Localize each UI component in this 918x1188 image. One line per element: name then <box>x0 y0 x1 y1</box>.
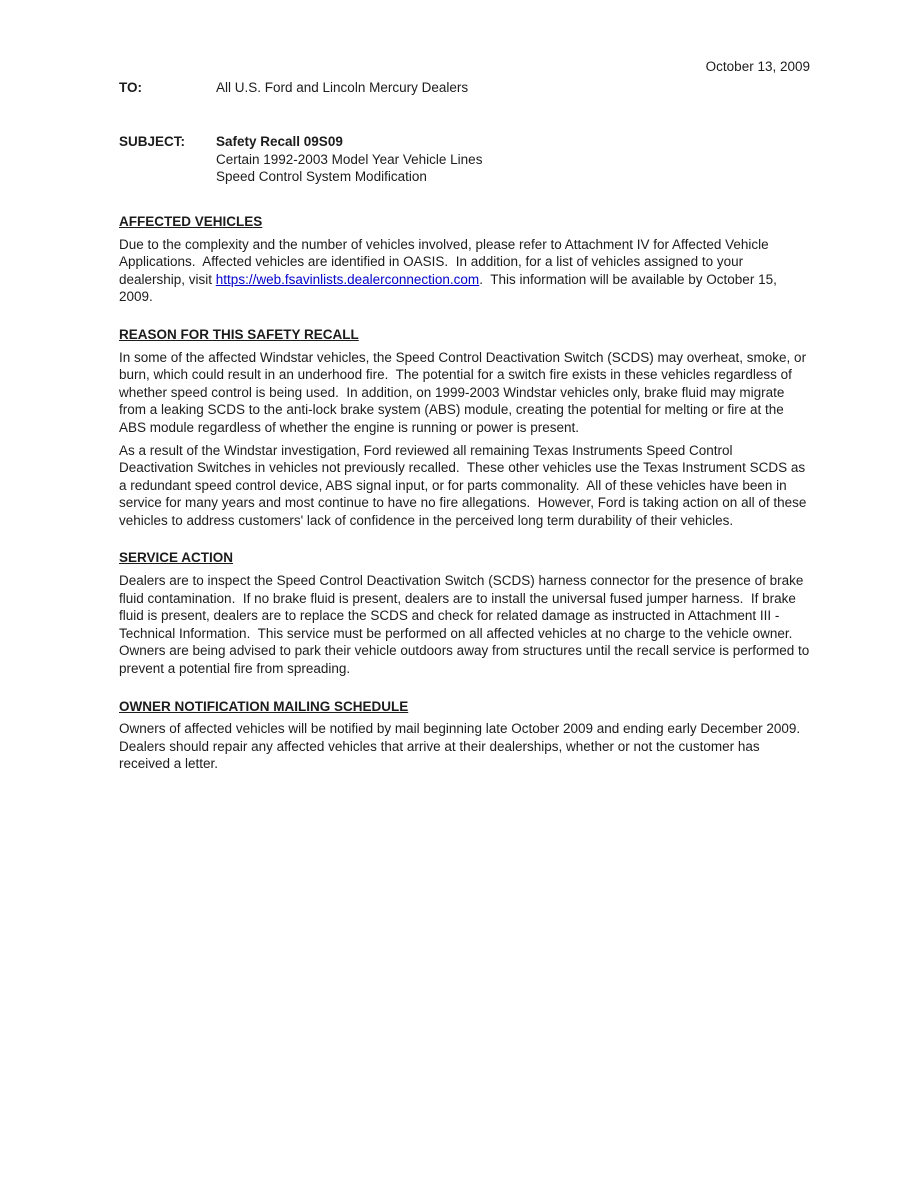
to-value: All U.S. Ford and Lincoln Mercury Dealers <box>216 79 469 95</box>
subject-line-recall-number: Safety Recall 09S09 <box>216 134 343 150</box>
subject-line-modification: Speed Control System Modification <box>216 169 427 185</box>
heading-affected-vehicles: AFFECTED VEHICLES <box>119 213 263 229</box>
reason-paragraph-2: As a result of the Windstar investigation, Ford reviewed all remaining Texas Instruments Speed Control Deactivation Switches in vehicles not previously recalled. These other vehicles use the Texas Instrument SCDS as a redundant speed control device, ABS signal input, or for parts commonality. All of these vehicles have been in service for many years and most continue to have no fire allegations. However, Ford is taking action on all of these vehicles to address customers' lack of confidence in the perceived long term durability of their vehicles. <box>119 442 811 528</box>
owner-notification-paragraph: Owners of affected vehicles will be notified by mail beginning late October 2009 and ending early December 2009. Dealers should repair any affected vehicles that arrive at their dealerships, whether or not the customer has received a letter. <box>119 721 808 772</box>
section-reason-for-recall <box>119 326 810 530</box>
affected-vehicles-paragraph <box>119 236 810 306</box>
subject-line-vehicle-lines: Certain 1992-2003 Model Year Vehicle Lines <box>216 151 483 167</box>
subject-lines <box>216 133 482 186</box>
heading-owner-notification: OWNER NOTIFICATION MAILING SCHEDULE <box>119 698 409 714</box>
to-label: TO: <box>119 79 142 95</box>
service-action-paragraph: Dealers are to inspect the Speed Control Deactivation Switch (SCDS) harness connector for the presence of brake fluid contamination. If no brake fluid is present, dealers are to install the universal fused jumper harness. If brake fluid is present, dealers are to replace the SCDS and check for related damage as instructed in Attachment III - Technical Information. This service must be performed on all affected vehicles at no charge to the vehicle owner. Owners are being advised to park their vehicle outdoors away from structures until the recall service is performed to prevent a potential fire from spreading. <box>119 573 814 677</box>
subject-label: SUBJECT: <box>119 134 186 150</box>
section-affected-vehicles <box>119 213 810 306</box>
document-content <box>119 58 814 778</box>
reason-paragraph-1: In some of the affected Windstar vehicles, the Speed Control Deactivation Switch (SCDS) may overheat, smoke, or burn, which could result in an underhood fire. The potential for a switch fire exists in these vehicles regardless of whether speed control is being used. In addition, on 1999-2003 Windstar vehicles only, brake fluid may migrate from a leaking SCDS to the anti-lock brake system (ABS) module, creating the potential for melting or fire at the ABS module regardless of whether the engine is running or power is present. <box>119 349 810 435</box>
heading-service-action: SERVICE ACTION <box>119 550 234 566</box>
subject-row <box>119 133 810 186</box>
section-owner-notification <box>119 698 810 773</box>
date: October 13, 2009 <box>705 59 810 74</box>
heading-reason-for-recall: REASON FOR THIS SAFETY RECALL <box>119 326 359 342</box>
affected-paragraph-before-link: Due to the complexity and the number of vehicles involved, please refer to Attachment IV for Affected Vehicle Applications. Affected vehicles are identified in OASIS. In addition, for a list of vehicles assigned to your dealership, visit <box>119 236 772 287</box>
fsa-vin-lists-link[interactable]: https://web.fsavinlists.dealerconnection.com <box>215 271 480 287</box>
to-row <box>119 79 810 97</box>
section-service-action <box>119 549 814 677</box>
affected-paragraph-after-link: . This information will be available by October 15, 2009. <box>119 271 781 305</box>
